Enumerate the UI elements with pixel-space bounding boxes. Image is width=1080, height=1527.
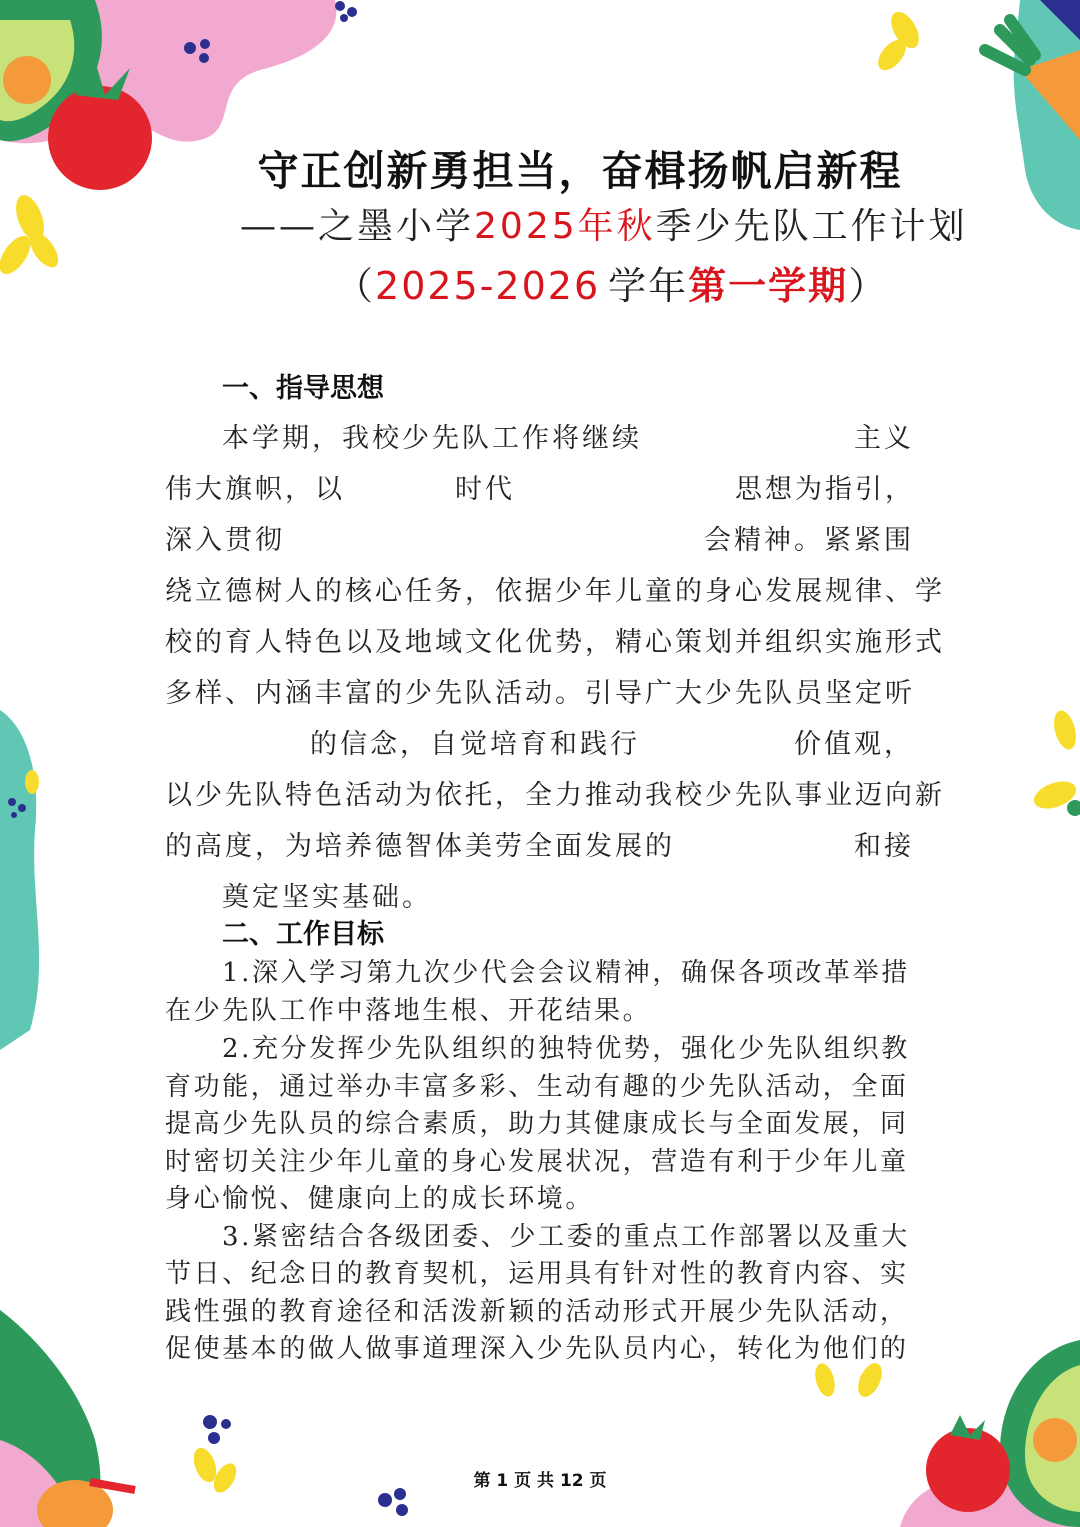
paragraph-line	[165, 467, 915, 506]
bottom-right-decoration	[800, 1340, 1080, 1527]
paragraph-line: 奠定坚实基础。	[222, 882, 432, 913]
paragraph-line: 节日、纪念日的教育契机，运用具有针对性的教育内容、实	[165, 1259, 909, 1289]
paragraph-line: 2.充分发挥少先队组织的独特优势，强化少先队组织教	[222, 1034, 910, 1064]
paragraph-line: 促使基本的做人做事道理深入少先队员内心，转化为他们的	[165, 1334, 909, 1364]
section-heading-work-goals: 二、工作目标	[222, 919, 384, 950]
paragraph-line: 育功能，通过举办丰富多彩、生动有趣的少先队活动，全面	[165, 1072, 909, 1102]
right-middle-decoration	[1020, 700, 1080, 830]
bean-icon	[1030, 708, 1080, 814]
paragraph-line: 在少先队工作中落地生根、开花结果。	[165, 996, 652, 1026]
text-segment: 本学期，我校少先队工作将继续	[222, 423, 642, 454]
text-segment: 主义	[854, 423, 914, 454]
paragraph-line	[165, 518, 914, 557]
paragraph-line	[165, 824, 914, 863]
term-close: ）	[848, 264, 889, 308]
term-semester: 第一学期	[688, 263, 849, 308]
text-segment: 的信念，自觉培育和践行	[310, 729, 640, 760]
bean-icon	[0, 191, 64, 279]
subtitle-season: 年秋	[577, 206, 656, 247]
paragraph-line: 绕立德树人的核心任务，依据少年儿童的身心发展规律、学	[165, 576, 945, 607]
paragraph-line	[222, 416, 914, 455]
paragraph-line: 身心愉悦、健康向上的成长环境。	[165, 1184, 595, 1214]
text-segment: 价值观，	[794, 729, 914, 760]
bean-icon	[25, 770, 39, 794]
leaf-icon	[1067, 800, 1080, 816]
text-segment: 思想为指引，	[735, 474, 915, 505]
term-mid: 学年	[608, 264, 689, 308]
text-segment: 和接	[854, 831, 914, 862]
paragraph-line: 3.紧密结合各级团委、少工委的重点工作部署以及重大	[222, 1222, 910, 1252]
text-segment: 时代	[455, 474, 515, 505]
term-years: 2025-2026	[375, 264, 601, 308]
paragraph-line: 以少先队特色活动为依托，全力推动我校少先队事业迈向新	[165, 780, 945, 811]
paragraph-line: 践性强的教育途径和活泼新颖的活动形式开展少先队活动，	[165, 1297, 909, 1327]
subtitle-year: 2025	[474, 206, 578, 247]
teal-blob	[0, 710, 39, 1050]
text-segment: 会精神。紧紧围	[704, 525, 914, 556]
paragraph-line: 提高少先队员的综合素质，助力其健康成长与全面发展，同	[165, 1109, 909, 1139]
subtitle-suffix: 季少先队工作计划	[655, 206, 968, 247]
dots-icon	[378, 1488, 408, 1516]
bean-icon	[873, 7, 925, 75]
subtitle	[240, 198, 968, 249]
page-title: 守正创新勇担当，奋楫扬帆启新程	[257, 147, 903, 195]
bean-icon	[812, 1359, 887, 1400]
section-heading-guiding-ideology: 一、指导思想	[222, 373, 384, 404]
paragraph-line: 多样、内涵丰富的少先队活动。引导广大少先队员坚定听	[165, 678, 915, 709]
dots-icon	[203, 1415, 231, 1444]
term-line	[335, 255, 888, 310]
left-middle-decoration	[0, 710, 60, 1050]
page-number: 第 1 页 共 12 页	[473, 1471, 607, 1491]
term-open: （	[335, 264, 376, 308]
paragraph-line: 校的育人特色以及地域文化优势，精心策划并组织实施形式	[165, 627, 945, 658]
tomato-icon	[926, 1415, 1010, 1512]
paragraph-line: 时密切关注少年儿童的身心发展状况，营造有利于少年儿童	[165, 1147, 909, 1177]
subtitle-prefix: ——之墨小学	[240, 206, 475, 247]
paragraph-line: 1.深入学习第九次少代会会议精神，确保各项改革举措	[222, 958, 910, 988]
paragraph-line	[310, 722, 914, 761]
text-segment: 的高度，为培养德智体美劳全面发展的	[165, 831, 675, 862]
text-segment: 深入贯彻	[165, 525, 285, 556]
text-segment: 伟大旗帜，以	[165, 474, 345, 505]
